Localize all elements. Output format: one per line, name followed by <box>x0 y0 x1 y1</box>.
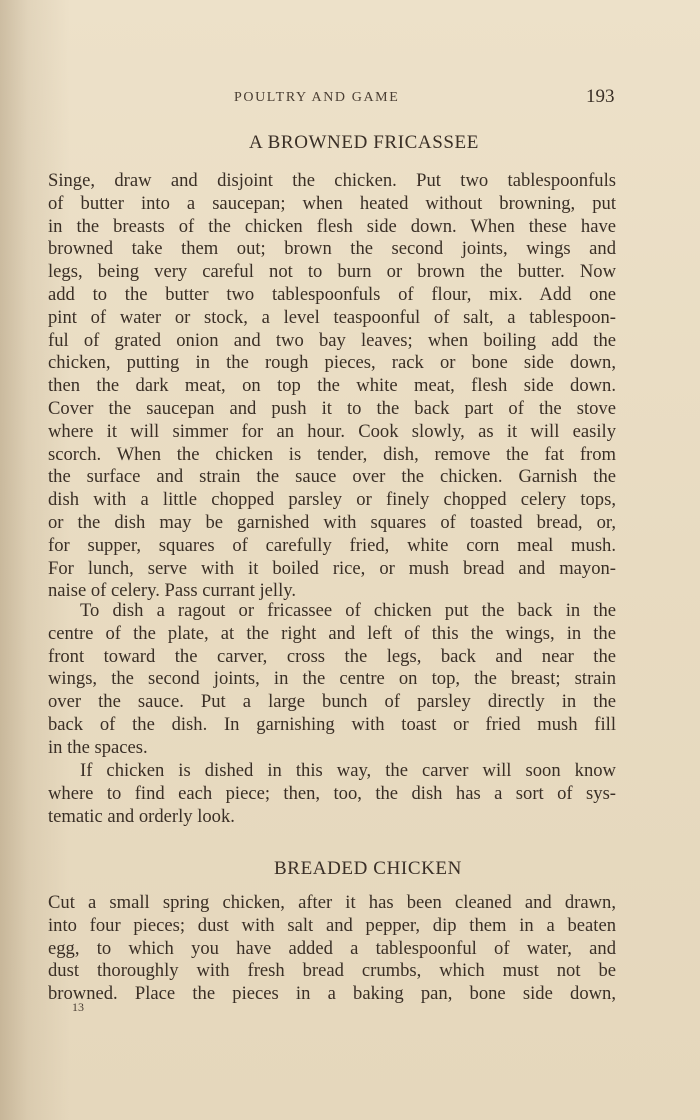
text-line: browned take them out; brown the second joints, wings and <box>48 238 616 260</box>
text-line: legs, being very careful not to burn or brown the butter. Now <box>48 261 616 283</box>
running-head: POULTRY AND GAME <box>234 90 400 105</box>
text-line: for supper, squares of carefully fried, white corn meal mush. <box>48 534 616 556</box>
text-line: pint of water or stock, a level teaspoonful of salt, a tablespoon- <box>48 306 616 328</box>
text-line: centre of the plate, at the right and left of this the wings, in the <box>48 622 616 644</box>
text-line: or the dish may be garnished with squares of toasted bread, or, <box>48 511 616 533</box>
text-line: wings, the second joints, in the centre on top, the breast; strain <box>48 668 616 690</box>
signature-mark: 13 <box>72 1000 84 1014</box>
section-heading-breaded-chicken: BREADED CHICKEN <box>274 858 462 879</box>
text-line: ful of grated onion and two bay leaves; when boiling add the <box>48 329 616 351</box>
text-line: chicken, putting in the rough pieces, rack or bone side down, <box>48 352 616 374</box>
paragraph-breaded-method <box>48 892 616 1006</box>
text-line: dish with a little chopped parsley or finely chopped celery tops, <box>48 489 616 511</box>
text-line: the surface and strain the sauce over the chicken. Garnish the <box>48 466 616 488</box>
text-line: add to the butter two tablespoonfuls of flour, mix. Add one <box>48 283 616 305</box>
text-line: front toward the carver, cross the legs, back and near the <box>48 645 616 667</box>
text-line: If chicken is dished in this way, the carver will soon know <box>80 760 616 781</box>
text-line: into four pieces; dust with salt and pepper, dip them in a beaten <box>48 914 616 936</box>
section-heading-browned-fricassee: A BROWNED FRICASSEE <box>249 132 479 153</box>
text-line: tematic and orderly look. <box>48 805 235 827</box>
text-line: in the spaces. <box>48 736 148 758</box>
text-line: where to find each piece; then, too, the dish has a sort of sys- <box>48 782 616 804</box>
text-line: Singe, draw and disjoint the chicken. Put two tablespoonfuls <box>48 170 616 191</box>
paragraph-dishing-instructions <box>48 600 616 760</box>
text-line: naise of celery. Pass currant jelly. <box>48 580 296 602</box>
text-line: Cut a small spring chicken, after it has been cleaned and drawn, <box>48 892 616 913</box>
text-line: in the breasts of the chicken flesh side down. When these have <box>48 215 616 237</box>
text-line: Cover the saucepan and push it to the back part of the stove <box>48 397 616 419</box>
text-line: over the sauce. Put a large bunch of parsley directly in the <box>48 691 616 713</box>
text-line: where it will simmer for an hour. Cook slowly, as it will easily <box>48 420 616 442</box>
text-line: egg, to which you have added a tablespoonful of water, and <box>48 937 616 959</box>
paragraph-carver-note <box>48 760 616 828</box>
text-line: browned. Place the pieces in a baking pan, bone side down, <box>48 983 616 1005</box>
text-line: dust thoroughly with fresh bread crumbs, which must not be <box>48 960 616 982</box>
paragraph-fricassee-method <box>48 170 616 603</box>
text-line: of butter into a saucepan; when heated without browning, put <box>48 192 616 214</box>
text-line: then the dark meat, on top the white meat, flesh side down. <box>48 375 616 397</box>
text-line: To dish a ragout or fricassee of chicken put the back in the <box>80 600 616 621</box>
text-line: For lunch, serve with it boiled rice, or mush bread and mayon- <box>48 557 616 579</box>
page-number: 193 <box>586 86 615 107</box>
text-line: back of the dish. In garnishing with toast or fried mush fill <box>48 713 616 735</box>
text-line: scorch. When the chicken is tender, dish, remove the fat from <box>48 443 616 465</box>
